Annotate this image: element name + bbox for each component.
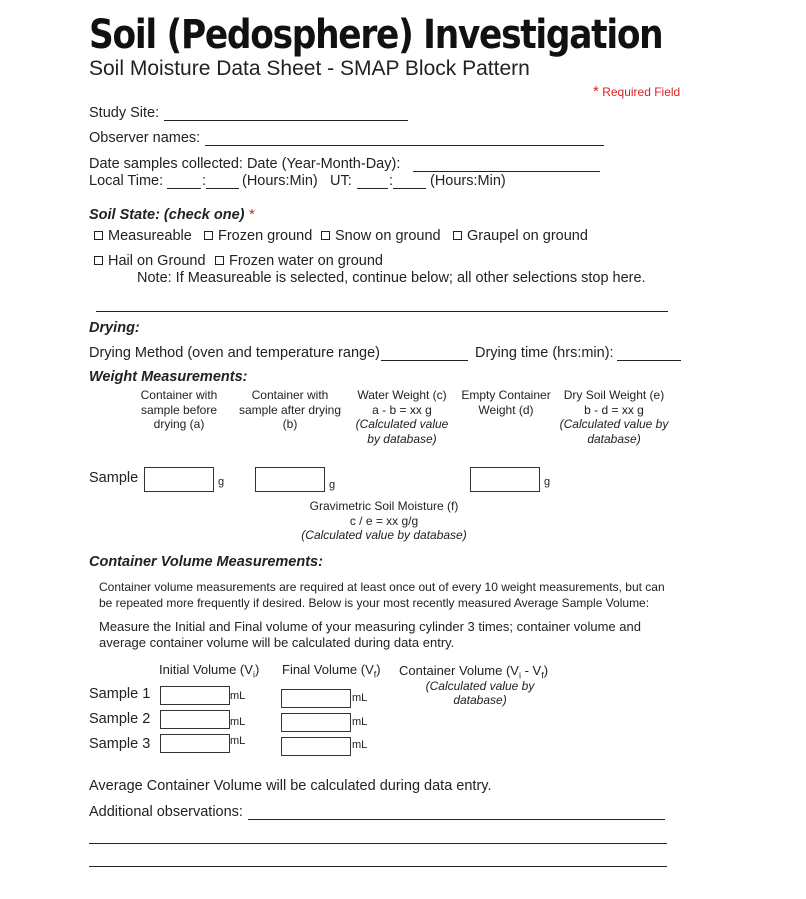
subscript: f	[373, 669, 377, 680]
col-b-line: sample after drying	[238, 402, 342, 417]
observer-names-label: Observer names:	[89, 130, 201, 146]
soil-state-option-measureable[interactable]	[94, 228, 192, 244]
col-e-line: (Calculated value by	[559, 417, 669, 431]
unit-ml: mL	[352, 716, 368, 728]
col-e-header	[558, 388, 670, 446]
weight-d-input[interactable]	[470, 467, 540, 492]
volume-para1-line2: be repeated more frequently if desired. Below is your most recently measured Average Sample Volume:	[99, 596, 650, 610]
unit-ml: mL	[352, 692, 368, 704]
option-label: Snow on ground	[335, 228, 441, 244]
col-label: Final Volume (V	[282, 662, 374, 677]
col-label: - V	[520, 663, 542, 678]
sample-label: Sample	[89, 470, 139, 486]
study-site-label: Study Site:	[89, 105, 160, 121]
volume-para2-line1: Measure the Initial and Final volume of your measuring cylinder 3 times; container volume and	[99, 619, 641, 634]
sample-3-initial-input[interactable]	[160, 734, 230, 753]
col-b-header	[234, 388, 346, 432]
col-initial-volume	[159, 662, 259, 680]
close-paren: )	[254, 662, 260, 677]
ut-hint: (Hours:Min)	[430, 173, 506, 189]
soil-state-option-frozen-ground[interactable]	[204, 228, 312, 244]
sample-1-initial-input[interactable]	[160, 686, 230, 705]
date-collected-label: Date samples collected: Date (Year-Month-Day):	[89, 156, 401, 172]
option-label: Hail on Ground	[108, 253, 206, 269]
col-container-volume	[399, 663, 548, 681]
soil-state-heading	[89, 206, 255, 224]
subscript: i	[518, 670, 521, 681]
unit-ml: mL	[230, 716, 246, 728]
sample-1-label: Sample 1	[89, 686, 151, 702]
study-site-field[interactable]	[164, 120, 408, 121]
close-paren: )	[376, 662, 381, 677]
col-d-header	[456, 388, 556, 417]
col-c-line: Water Weight (c)	[357, 388, 447, 402]
sample-2-initial-input[interactable]	[160, 710, 230, 729]
required-field-legend	[593, 83, 680, 100]
checkbox-icon[interactable]	[94, 231, 103, 240]
sample-2-final-input[interactable]	[281, 713, 351, 732]
volume-calc-note	[412, 680, 548, 707]
unit-ml: mL	[230, 690, 246, 702]
unit-ml: mL	[352, 739, 368, 751]
soil-state-option-frozen-water[interactable]	[215, 253, 383, 269]
volume-para1-line1: Container volume measurements are required at least once out of every 10 weight measurements, but can	[99, 580, 665, 594]
col-b-line: (b)	[282, 417, 298, 431]
local-time-hint: (Hours:Min)	[242, 173, 318, 189]
ut-hours-field[interactable]	[357, 188, 388, 189]
col-c-header	[350, 388, 454, 446]
close-paren: )	[543, 663, 549, 678]
ut-label: UT:	[330, 173, 352, 189]
required-asterisk: *	[593, 83, 599, 100]
soil-state-heading-text: Soil State: (check one)	[89, 207, 245, 223]
local-time-minutes-field[interactable]	[206, 188, 239, 189]
page-title: Soil (Pedosphere) Investigation	[89, 12, 663, 58]
col-c-line: a - b = xx g	[372, 402, 432, 417]
subscript: f	[541, 670, 544, 681]
checkbox-icon[interactable]	[204, 231, 213, 240]
soil-state-option-hail[interactable]	[94, 253, 206, 269]
drying-time-label: Drying time (hrs:min):	[475, 345, 614, 361]
col-a-header	[130, 388, 228, 432]
col-e-line: Dry Soil Weight (e)	[563, 388, 665, 402]
soil-state-option-snow[interactable]	[321, 228, 441, 244]
additional-observations-field[interactable]	[248, 819, 665, 820]
option-label: Frozen water on ground	[229, 253, 383, 269]
ut-minutes-field[interactable]	[393, 188, 426, 189]
gsm-note: (Calculated value by database)	[301, 528, 467, 542]
unit-g: g	[329, 479, 336, 491]
gsm-block	[290, 499, 478, 543]
weight-b-input[interactable]	[255, 467, 325, 492]
sample-2-label: Sample 2	[89, 711, 151, 727]
col-d-line: Empty Container	[461, 388, 551, 402]
option-label: Measureable	[108, 228, 192, 244]
drying-method-field[interactable]	[381, 360, 468, 361]
unit-g: g	[544, 476, 551, 488]
col-a-line: sample before	[140, 402, 218, 417]
soil-state-note: Note: If Measureable is selected, continue below; all other selections stop here.	[137, 270, 646, 286]
col-e-line: database)	[587, 431, 641, 446]
col-d-line: Weight (d)	[478, 402, 534, 417]
col-a-line: drying (a)	[153, 417, 205, 431]
checkbox-icon[interactable]	[215, 256, 224, 265]
average-volume-note: Average Container Volume will be calculated during data entry.	[89, 778, 492, 794]
sample-3-label: Sample 3	[89, 736, 151, 752]
soil-state-option-graupel[interactable]	[453, 228, 588, 244]
local-time-hours-field[interactable]	[167, 188, 201, 189]
volume-para2-line2: average container volume will be calculated during data entry.	[99, 635, 455, 650]
col-c-line: (Calculated value	[355, 417, 449, 431]
page-subtitle: Soil Moisture Data Sheet - SMAP Block Pattern	[89, 57, 530, 80]
drying-heading: Drying:	[89, 320, 140, 336]
option-label: Graupel on ground	[467, 228, 588, 244]
col-final-volume	[282, 662, 381, 680]
additional-observations-line[interactable]	[89, 843, 667, 844]
col-b-line: Container with	[251, 388, 329, 402]
unit-g: g	[218, 476, 225, 488]
calc-note-line: (Calculated value by	[425, 679, 535, 693]
col-label: Initial Volume (V	[159, 662, 253, 677]
weight-heading: Weight Measurements:	[89, 369, 248, 385]
checkbox-icon[interactable]	[453, 231, 462, 240]
unit-ml: mL	[230, 735, 246, 747]
local-time-label: Local Time:	[89, 173, 164, 189]
volume-heading: Container Volume Measurements:	[89, 554, 323, 570]
checkbox-icon[interactable]	[94, 256, 103, 265]
weight-a-input[interactable]	[144, 467, 214, 492]
gsm-title: Gravimetric Soil Moisture (f)	[309, 499, 459, 513]
subscript: i	[252, 669, 255, 680]
additional-observations-line[interactable]	[89, 866, 667, 867]
ut-separator: :	[389, 173, 394, 189]
option-label: Frozen ground	[218, 228, 313, 244]
sample-1-final-input[interactable]	[281, 689, 351, 708]
drying-time-field[interactable]	[617, 360, 681, 361]
col-c-line: by database)	[367, 431, 437, 446]
required-asterisk: *	[248, 206, 255, 223]
col-a-line: Container with	[140, 388, 218, 402]
local-time-separator: :	[202, 173, 207, 189]
additional-observations-label: Additional observations:	[89, 804, 243, 820]
date-field[interactable]	[413, 171, 600, 172]
drying-method-label: Drying Method (oven and temperature range)	[89, 345, 380, 361]
section-divider	[96, 311, 668, 312]
calc-note-line: database)	[453, 692, 507, 707]
checkbox-icon[interactable]	[321, 231, 330, 240]
observer-names-field[interactable]	[205, 145, 604, 146]
required-field-label: Required Field	[602, 85, 681, 99]
col-label: Container Volume (V	[399, 663, 519, 678]
gsm-formula: c / e = xx g/g	[349, 513, 419, 528]
sample-3-final-input[interactable]	[281, 737, 351, 756]
col-e-line: b - d = xx g	[584, 402, 644, 417]
